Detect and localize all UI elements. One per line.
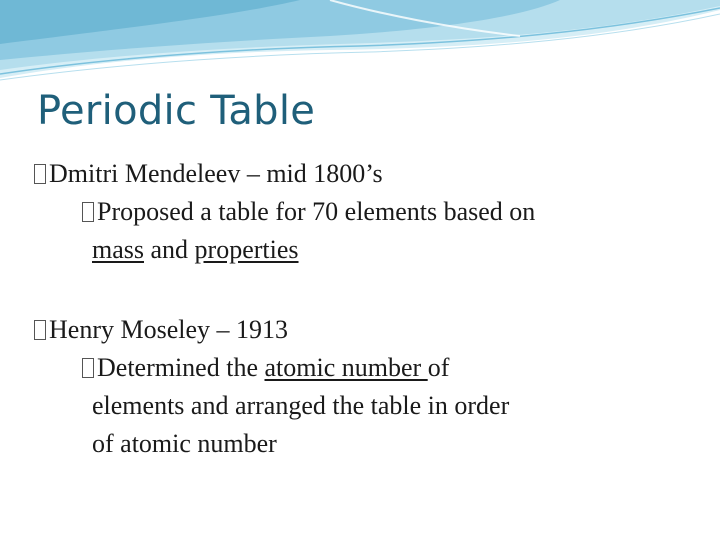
underlined-term-mass: mass [92, 235, 144, 264]
decorative-wave-banner [0, 0, 720, 90]
slide-title: Periodic Table [37, 88, 316, 134]
sub-bullet-text: of [427, 353, 450, 382]
bullet-icon [34, 320, 46, 340]
underlined-term-properties: properties [194, 235, 299, 264]
bullet-item-mendeleev [34, 155, 694, 193]
underlined-term-atomic-number: atomic number [264, 353, 428, 382]
spacer [34, 269, 694, 311]
sub-bullet-text: of atomic number [92, 429, 277, 458]
bullet-icon [34, 164, 46, 184]
sub-bullet-text: and [144, 235, 195, 264]
sub-bullet-text: Proposed a table for 70 elements based on [97, 197, 536, 226]
sub-bullet-moseley [34, 349, 694, 463]
sub-bullet-mendeleev [34, 193, 694, 269]
bullet-icon [82, 202, 94, 222]
slide-content [34, 155, 694, 463]
bullet-heading: Dmitri Mendeleev – mid 1800’s [49, 159, 383, 188]
bullet-item-moseley [34, 311, 694, 349]
bullet-heading: Henry Moseley – 1913 [49, 315, 289, 344]
sub-bullet-text: Determined the [97, 353, 265, 382]
sub-bullet-text: elements and arranged the table in order [92, 391, 510, 420]
bullet-icon [82, 358, 94, 378]
